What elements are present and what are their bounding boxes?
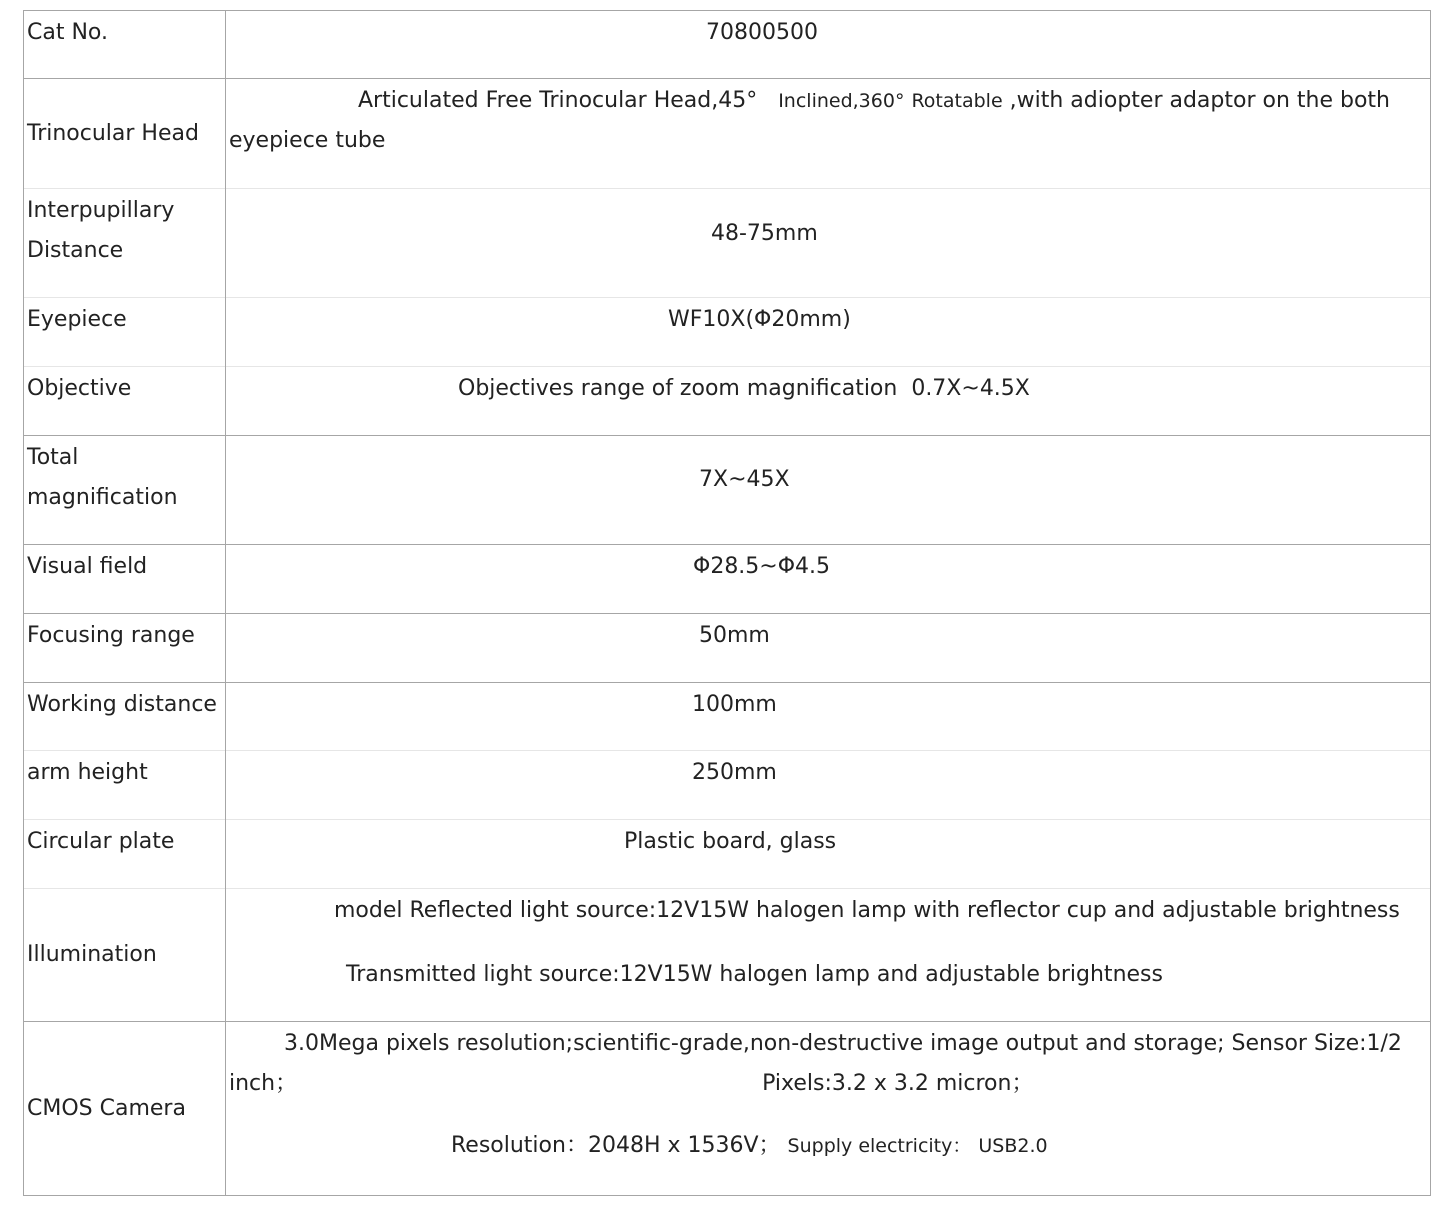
circular-plate-value: Plastic board, glass <box>624 829 837 854</box>
spec-row-cat-no <box>24 11 1431 79</box>
cmos-line-2: inch； Pixels:3.2 x 3.2 micron； <box>229 1071 1034 1096</box>
spec-value <box>226 683 1431 751</box>
spec-value <box>226 1022 1431 1196</box>
spec-value <box>226 614 1431 683</box>
trinocular-line-1: Articulated Free Trinocular Head,45° Inclined,360° Rotatable ,with adiopter adaptor on the both <box>358 88 1390 113</box>
spec-value <box>226 11 1431 79</box>
spec-value <box>226 298 1431 367</box>
spec-label: Focusing range <box>24 614 226 683</box>
spec-label: Illumination <box>24 889 226 1022</box>
spec-value <box>226 436 1431 545</box>
spec-label: Eyepiece <box>24 298 226 367</box>
spec-row-circular-plate <box>24 820 1431 889</box>
spec-value <box>226 79 1431 189</box>
visual-field-value: Φ28.5~Φ4.5 <box>693 554 831 579</box>
spec-label: Cat No. <box>24 11 226 79</box>
spec-label: Working distance <box>24 683 226 751</box>
spec-label: Visual field <box>24 545 226 614</box>
spec-row-working-distance <box>24 683 1431 751</box>
spec-row-eyepiece <box>24 298 1431 367</box>
focusing-range-value: 50mm <box>699 623 770 648</box>
spec-label: Trinocular Head <box>24 79 226 189</box>
interpupillary-value: 48-75mm <box>711 221 818 246</box>
spec-value <box>226 367 1431 436</box>
spec-table <box>23 10 1431 1196</box>
spec-row-focusing-range <box>24 614 1431 683</box>
spec-value <box>226 545 1431 614</box>
spec-row-objective <box>24 367 1431 436</box>
spec-value <box>226 889 1431 1022</box>
spec-label: Circular plate <box>24 820 226 889</box>
illumination-line-2: Transmitted light source:12V15W halogen lamp and adjustable brightness <box>346 962 1163 987</box>
spec-value <box>226 751 1431 820</box>
spec-label: arm height <box>24 751 226 820</box>
working-distance-value: 100mm <box>692 692 777 717</box>
spec-row-illumination <box>24 889 1431 1022</box>
illumination-line-1: model Reflected light source:12V15W halogen lamp with reflector cup and adjustable brightness <box>334 898 1400 923</box>
cmos-line-3: Resolution：2048H x 1536V； Supply electricity： USB2.0 <box>451 1133 1048 1158</box>
spec-label: CMOS Camera <box>24 1022 226 1196</box>
spec-row-total-magnification <box>24 436 1431 545</box>
spec-value <box>226 189 1431 298</box>
spec-row-visual-field <box>24 545 1431 614</box>
cat-no-value: 70800500 <box>706 20 818 45</box>
spec-value <box>226 820 1431 889</box>
trinocular-line-2: eyepiece tube <box>229 128 386 153</box>
cmos-line-1: 3.0Mega pixels resolution;scientific-grade,non-destructive image output and storage; Sensor Size:1/2 <box>284 1031 1402 1056</box>
spec-label: Interpupillary Distance <box>24 189 226 298</box>
eyepiece-value: WF10X(Φ20mm) <box>668 307 851 332</box>
spec-row-interpupillary <box>24 189 1431 298</box>
spec-label: Total magnification <box>24 436 226 545</box>
objective-value: Objectives range of zoom magnification 0.7X~4.5X <box>458 376 1030 401</box>
total-magnification-value: 7X~45X <box>699 467 790 492</box>
arm-height-value: 250mm <box>692 760 777 785</box>
spec-label: Objective <box>24 367 226 436</box>
spec-row-trinocular-head <box>24 79 1431 189</box>
spec-row-cmos-camera <box>24 1022 1431 1196</box>
spec-row-arm-height <box>24 751 1431 820</box>
